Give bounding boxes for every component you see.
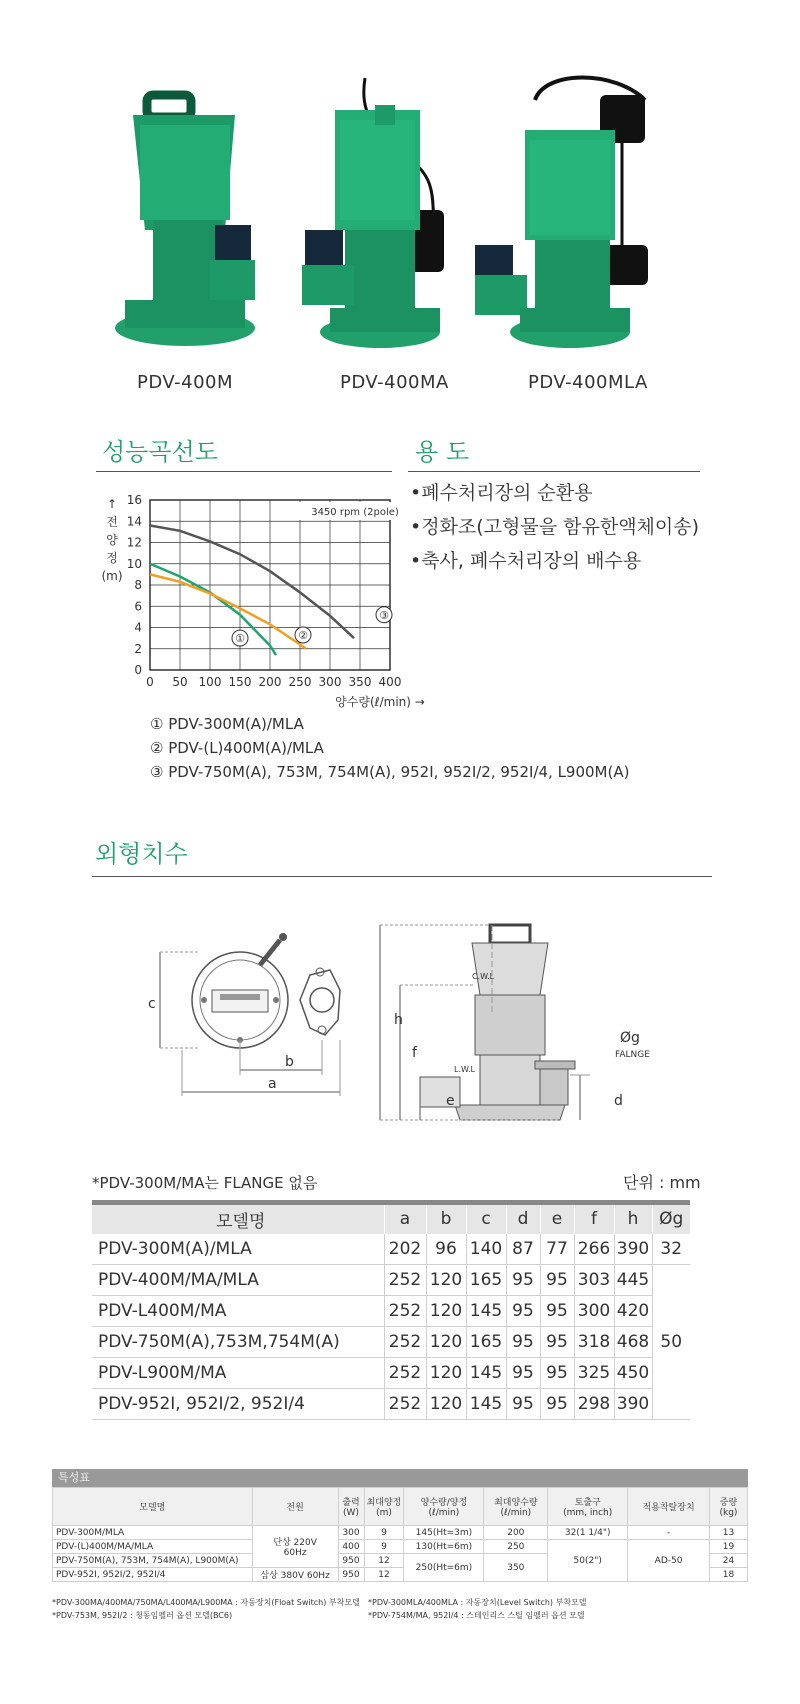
properties-title: 특성표 — [52, 1469, 748, 1487]
table-row — [92, 1327, 690, 1358]
header-b: b — [426, 1203, 466, 1234]
y-tick-label: 0 — [134, 663, 142, 677]
dim-label-c: c — [148, 996, 156, 1012]
cell-g-merged: 50 — [652, 1265, 690, 1420]
prop-cell-outlet-merged: 50(2") — [548, 1540, 628, 1582]
rpm-note: 3450 rpm (2pole) — [311, 507, 399, 518]
dim-label-e: e — [446, 1093, 455, 1109]
x-axis-label: 양수량(ℓ/min) → — [335, 695, 425, 709]
y-tick-label: 16 — [126, 493, 142, 507]
cell-f: 266 — [574, 1234, 614, 1265]
prop-header-model: 모델명 — [53, 1488, 253, 1526]
table-row — [92, 1234, 690, 1265]
cell-b: 120 — [426, 1389, 466, 1420]
cell-h: 468 — [614, 1327, 652, 1358]
legend-item-1: ① PDV-300M(A)/MLA — [150, 715, 304, 733]
cell-c: 145 — [466, 1296, 506, 1327]
cell-a: 252 — [384, 1389, 426, 1420]
cell-model: PDV-750M(A),753M,754M(A) — [92, 1327, 384, 1358]
prop-cell-maxflow-merged: 350 — [484, 1554, 548, 1582]
y-tick-label: 6 — [134, 599, 142, 614]
curve-marker: ① — [235, 632, 245, 646]
prop-cell-weight: 19 — [709, 1540, 747, 1554]
usage-item: •축사, 폐수처리장의 배수용 — [410, 550, 642, 572]
usage-item: •폐수처리장의 순환용 — [410, 482, 593, 504]
usage-title: 용 도 — [415, 438, 469, 466]
properties-table — [52, 1487, 748, 1582]
prop-cell-maxflow: 250 — [484, 1540, 548, 1554]
prop-cell-maxhead: 12 — [364, 1568, 404, 1582]
prop-cell-flowhead-merged: 250(Ht=6m) — [404, 1554, 484, 1582]
footnote: *PDV-300MA/400MA/750MA/L400MA/L900MA : 자동장치(Float Switch) 부착모델 — [52, 1598, 360, 1607]
cell-a: 252 — [384, 1358, 426, 1389]
dimensions-title: 외형치수 — [95, 840, 188, 868]
curve-marker: ③ — [379, 608, 389, 622]
prop-cell-power-three: 삼상 380V 60Hz — [252, 1568, 338, 1582]
caption-pdv-400m: PDV-400M — [137, 372, 234, 393]
prop-header-maxflow: 최대양수량 (ℓ/min) — [484, 1488, 548, 1526]
cell-c: 165 — [466, 1265, 506, 1296]
cell-d: 95 — [506, 1265, 540, 1296]
dim-label-h: h — [394, 1012, 403, 1028]
cell-model: PDV-L900M/MA — [92, 1358, 384, 1389]
performance-legend — [150, 712, 629, 784]
dim-label-lwl: L.W.L — [454, 1065, 475, 1074]
dim-label-b: b — [285, 1054, 294, 1070]
prop-cell-model: PDV-(L)400M/MA/MLA — [53, 1540, 253, 1554]
header-d: d — [506, 1203, 540, 1234]
cell-b: 120 — [426, 1265, 466, 1296]
cell-e: 77 — [540, 1234, 574, 1265]
prop-cell-maxhead: 9 — [364, 1540, 404, 1554]
pump-image-pdv-400mla — [505, 70, 685, 360]
y-tick-label: 10 — [126, 556, 142, 571]
cell-b: 120 — [426, 1358, 466, 1389]
cell-e: 95 — [540, 1389, 574, 1420]
prop-header-outlet: 토출구 (mm, inch) — [548, 1488, 628, 1526]
x-tick-label: 350 — [348, 675, 372, 689]
prop-cell-weight: 13 — [709, 1526, 747, 1540]
prop-cell-power-single: 단상 220V 60Hz — [252, 1526, 338, 1568]
flange-note: *PDV-300M/MA는 FLANGE 없음 — [92, 1174, 318, 1192]
prop-cell-output: 950 — [338, 1554, 364, 1568]
x-tick-label: 100 — [198, 675, 222, 689]
prop-cell-weight: 24 — [709, 1554, 747, 1568]
header-a: a — [384, 1203, 426, 1234]
table-row — [92, 1389, 690, 1420]
cell-e: 95 — [540, 1296, 574, 1327]
footnote: *PDV-753M, 952I/2 : 청동임펠러 옵션 모델(BC6) — [52, 1611, 233, 1620]
cell-a: 202 — [384, 1234, 426, 1265]
usage-divider — [408, 471, 700, 472]
cell-h: 445 — [614, 1265, 652, 1296]
performance-title: 성능곡선도 — [102, 438, 218, 466]
dimension-table — [92, 1200, 690, 1420]
y-tick-label: 2 — [134, 641, 142, 656]
cell-model: PDV-L400M/MA — [92, 1296, 384, 1327]
caption-pdv-400mla: PDV-400MLA — [528, 372, 648, 393]
x-tick-label: 400 — [378, 675, 402, 689]
cell-e: 95 — [540, 1327, 574, 1358]
series-line-1 — [150, 564, 276, 655]
prop-header-maxhead: 최대양정 (m) — [364, 1488, 404, 1526]
prop-cell-auto-merged: AD-50 — [628, 1540, 710, 1582]
y-axis-label: 양 — [106, 533, 118, 547]
cell-h: 420 — [614, 1296, 652, 1327]
prop-header-power: 전원 — [252, 1488, 338, 1526]
x-tick-label: 300 — [318, 675, 342, 689]
prop-cell-maxhead: 9 — [364, 1526, 404, 1540]
header-model: 모델명 — [92, 1203, 384, 1234]
x-tick-label: 150 — [228, 675, 252, 689]
y-tick-label: 8 — [134, 578, 142, 592]
y-axis-label: 전 — [106, 515, 118, 529]
table-row — [92, 1358, 690, 1389]
caption-pdv-400ma: PDV-400MA — [340, 372, 449, 393]
prop-cell-auto: - — [628, 1526, 710, 1540]
dim-label-d: d — [614, 1093, 623, 1109]
performance-divider — [96, 471, 392, 472]
cell-f: 325 — [574, 1358, 614, 1389]
cell-model: PDV-952I, 952I/2, 952I/4 — [92, 1389, 384, 1420]
prop-cell-model: PDV-750M(A), 753M, 754M(A), L900M(A) — [53, 1554, 253, 1568]
cell-a: 252 — [384, 1265, 426, 1296]
prop-cell-weight: 18 — [709, 1568, 747, 1582]
prop-header-flowhead: 양수량/양정 (ℓ/min) — [404, 1488, 484, 1526]
x-tick-label: 200 — [258, 675, 282, 689]
footnote: *PDV-754M/MA, 952I/4 : 스테인리스 스틸 임펠러 옵션 모델 — [368, 1611, 585, 1620]
pump-image-pdv-400m — [125, 70, 285, 360]
cell-f: 298 — [574, 1389, 614, 1420]
cell-f: 300 — [574, 1296, 614, 1327]
prop-cell-output: 300 — [338, 1526, 364, 1540]
cell-c: 140 — [466, 1234, 506, 1265]
cell-h: 450 — [614, 1358, 652, 1389]
cell-d: 95 — [506, 1389, 540, 1420]
table-row — [92, 1296, 690, 1327]
cell-e: 95 — [540, 1265, 574, 1296]
prop-cell-maxhead: 12 — [364, 1554, 404, 1568]
cell-g: 32 — [652, 1234, 690, 1265]
cell-f: 303 — [574, 1265, 614, 1296]
cell-h: 390 — [614, 1234, 652, 1265]
cell-b: 96 — [426, 1234, 466, 1265]
cell-h: 390 — [614, 1389, 652, 1420]
y-axis-label: ↑ — [106, 497, 118, 511]
header-g: Øg — [652, 1203, 690, 1234]
table-row — [53, 1526, 748, 1540]
header-f: f — [574, 1203, 614, 1234]
x-tick-label: 0 — [146, 675, 154, 689]
dim-label-f: f — [412, 1045, 417, 1061]
cell-d: 87 — [506, 1234, 540, 1265]
prop-header-output: 출력 (W) — [338, 1488, 364, 1526]
usage-item: •정화조(고형물을 함유한액체이송) — [410, 516, 700, 538]
cell-model: PDV-400M/MA/MLA — [92, 1265, 384, 1296]
pump-image-pdv-400ma — [310, 70, 480, 360]
usage-list — [410, 478, 699, 580]
header-c: c — [466, 1203, 506, 1234]
side-view-drawing — [400, 915, 640, 1140]
prop-cell-outlet: 32(1 1/4") — [548, 1526, 628, 1540]
cell-b: 120 — [426, 1296, 466, 1327]
header-h: h — [614, 1203, 652, 1234]
performance-chart — [90, 490, 425, 715]
x-tick-label: 50 — [172, 675, 188, 689]
legend-item-2: ② PDV-(L)400M(A)/MLA — [150, 739, 324, 757]
dim-label-flange: FALNGE — [615, 1050, 650, 1060]
table-row — [53, 1540, 748, 1554]
legend-item-3: ③ PDV-750M(A), 753M, 754M(A), 952I, 952I/2, 952I/4, L900M(A) — [150, 763, 630, 781]
cell-a: 252 — [384, 1327, 426, 1358]
table-row — [92, 1265, 690, 1296]
prop-header-auto: 적용착탈장치 — [628, 1488, 710, 1526]
dim-label-g: Øg — [620, 1030, 640, 1046]
y-axis-label: (m) — [101, 569, 123, 583]
prop-cell-model: PDV-300M/MLA — [53, 1526, 253, 1540]
footnote: *PDV-300MLA/400MLA : 자동장치(Level Switch) 부착모델 — [368, 1598, 587, 1607]
cell-c: 145 — [466, 1389, 506, 1420]
curve-marker: ② — [298, 628, 308, 642]
cell-d: 95 — [506, 1296, 540, 1327]
cell-d: 95 — [506, 1327, 540, 1358]
prop-cell-maxflow: 200 — [484, 1526, 548, 1540]
y-axis-label: 정 — [106, 551, 118, 565]
unit-label: 단위 : mm — [623, 1173, 701, 1192]
header-e: e — [540, 1203, 574, 1234]
y-tick-label: 14 — [126, 514, 142, 529]
cell-c: 165 — [466, 1327, 506, 1358]
cell-e: 95 — [540, 1358, 574, 1389]
dim-label-cwl: C.W.L — [472, 972, 495, 981]
prop-cell-output: 400 — [338, 1540, 364, 1554]
plan-view-drawing — [160, 930, 360, 1105]
dim-label-a: a — [268, 1076, 277, 1092]
y-tick-label: 12 — [126, 535, 142, 550]
cell-b: 120 — [426, 1327, 466, 1358]
prop-cell-output: 950 — [338, 1568, 364, 1582]
y-tick-label: 4 — [134, 620, 142, 635]
prop-cell-flowhead: 130(Ht=6m) — [404, 1540, 484, 1554]
cell-f: 318 — [574, 1327, 614, 1358]
cell-d: 95 — [506, 1358, 540, 1389]
dimensions-divider — [92, 876, 712, 877]
prop-cell-model: PDV-952I, 952I/2, 952I/4 — [53, 1568, 253, 1582]
x-tick-label: 250 — [288, 675, 312, 689]
cell-model: PDV-300M(A)/MLA — [92, 1234, 384, 1265]
prop-cell-flowhead: 145(Ht=3m) — [404, 1526, 484, 1540]
cell-a: 252 — [384, 1296, 426, 1327]
series-line-2 — [150, 574, 306, 648]
prop-header-weight: 중량 (kg) — [709, 1488, 747, 1526]
cell-c: 145 — [466, 1358, 506, 1389]
